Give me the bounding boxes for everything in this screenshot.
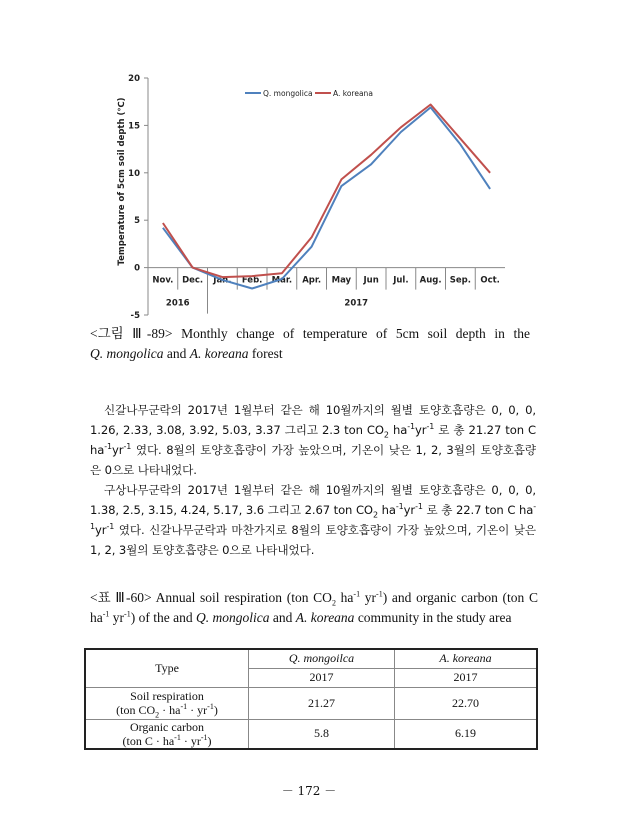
year-group-label: 2017 (344, 298, 369, 309)
species-q-mongolica: Q. mongolica (90, 346, 164, 361)
x-tick-label: Mar. (271, 275, 293, 286)
figure-caption-text: Monthly change of temperature of 5cm soil depth in the (181, 326, 531, 341)
figure-caption (90, 324, 530, 364)
series-line-a-koreana (163, 105, 490, 278)
table-row (85, 719, 537, 749)
header-q-mongolica: Q. mongoilca (249, 649, 395, 668)
soil-temperature-line-chart (110, 62, 520, 322)
legend-label: A. koreana (333, 89, 373, 98)
y-tick-label: 20 (128, 74, 140, 84)
table-caption: <표 Ⅲ-60> Annual soil respiration (ton $CO_2$ $ha^{-1}$ $yr^{-1}$) and organic carbon (ton C $ha^{-1}$ $yr^{-1}$) of the and Q. mongolica and A. koreana community in the study area (90, 589, 538, 625)
cell-value: 6.19 (395, 719, 538, 749)
header-type: Type (85, 649, 249, 687)
row-label-soil-respiration: Soil respiration (ton $CO_2 \cdot ha^{-1} \cdot yr^{-1}$) (85, 687, 249, 719)
x-tick-label: Feb. (241, 275, 263, 286)
x-tick-label: Sep. (449, 275, 471, 286)
paragraph-a-koreana: 구상나무군락의 2017년 1월부터 같은 해 10월까지의 월별 토양호흡량은 0, 0, 0, 1.38, 2.5, 3.15, 4.24, 5.17, 3.6 그리고 2.67 ton $CO_2$ $ha^{-1}yr^{-1}$ 로 총 22.7 ton C $ha^{-1}yr^{-1}$ 였다. 신갈나무군락과 마찬가지로 8월의 토양호흡량이 가장 높았으며, 기온이 낮은 1, 2, 3월의 토양호흡량은 0으로 나타내었다. (90, 483, 536, 557)
row-label-organic-carbon: Organic carbon (ton $C \cdot ha^{-1} \cdot yr^{-1}$) (85, 719, 249, 749)
cell-value: 22.70 (395, 687, 538, 719)
cell-value: 5.8 (249, 719, 395, 749)
caption-and: and (166, 346, 187, 361)
header-year-2: 2017 (395, 668, 538, 687)
x-tick-label: Aug. (419, 275, 442, 286)
x-tick-label: Apr. (302, 275, 322, 286)
x-tick-label: May (331, 275, 352, 286)
y-tick-label: 0 (134, 263, 140, 274)
year-group-label: 2016 (165, 298, 190, 309)
y-tick-label: -5 (130, 311, 140, 321)
y-tick-label: 5 (134, 216, 140, 227)
figure-caption-label: <그림 Ⅲ-89> (90, 326, 173, 341)
x-tick-label: Oct. (480, 275, 500, 286)
soil-respiration-table (84, 648, 538, 750)
x-tick-label: Jan. (213, 275, 232, 286)
cell-value: 21.27 (249, 687, 395, 719)
y-tick-label: 15 (128, 121, 140, 132)
species-a-koreana: A. koreana (189, 346, 249, 361)
x-tick-label: Jul. (393, 275, 409, 286)
y-tick-label: 10 (128, 168, 140, 179)
x-tick-label: Jun (363, 275, 379, 286)
series-line-q-mongolica (163, 107, 490, 288)
x-tick-label: Dec. (182, 275, 204, 286)
y-axis-title: Temperature of 5cm soil depth (℃) (117, 97, 127, 266)
header-a-koreana: A. koreana (395, 649, 538, 668)
caption-forest: forest (251, 346, 283, 361)
header-year-1: 2017 (249, 668, 395, 687)
table-row (85, 687, 537, 719)
paragraph-q-mongolica: 신갈나무군락의 2017년 1월부터 같은 해 10월까지의 월별 토양호흡량은 0, 0, 0, 1.26, 2.33, 3.08, 3.92, 5.03, 3.37 그리고 2.3 ton $CO_2$ $ha^{-1}yr^{-1}$ 로 총 21.27 ton C $ha^{-1}yr^{-1}$ 였다. 8월의 토양호흡량이 가장 높았으며, 기온이 낮은 1, 2, 3월의 토양호흡량은 0으로 나타내었다. (90, 403, 536, 477)
x-tick-label: Nov. (152, 275, 174, 286)
body-paragraphs (90, 400, 536, 560)
page-number: － 172 － (281, 784, 337, 798)
legend-label: Q. mongolica (263, 89, 313, 98)
